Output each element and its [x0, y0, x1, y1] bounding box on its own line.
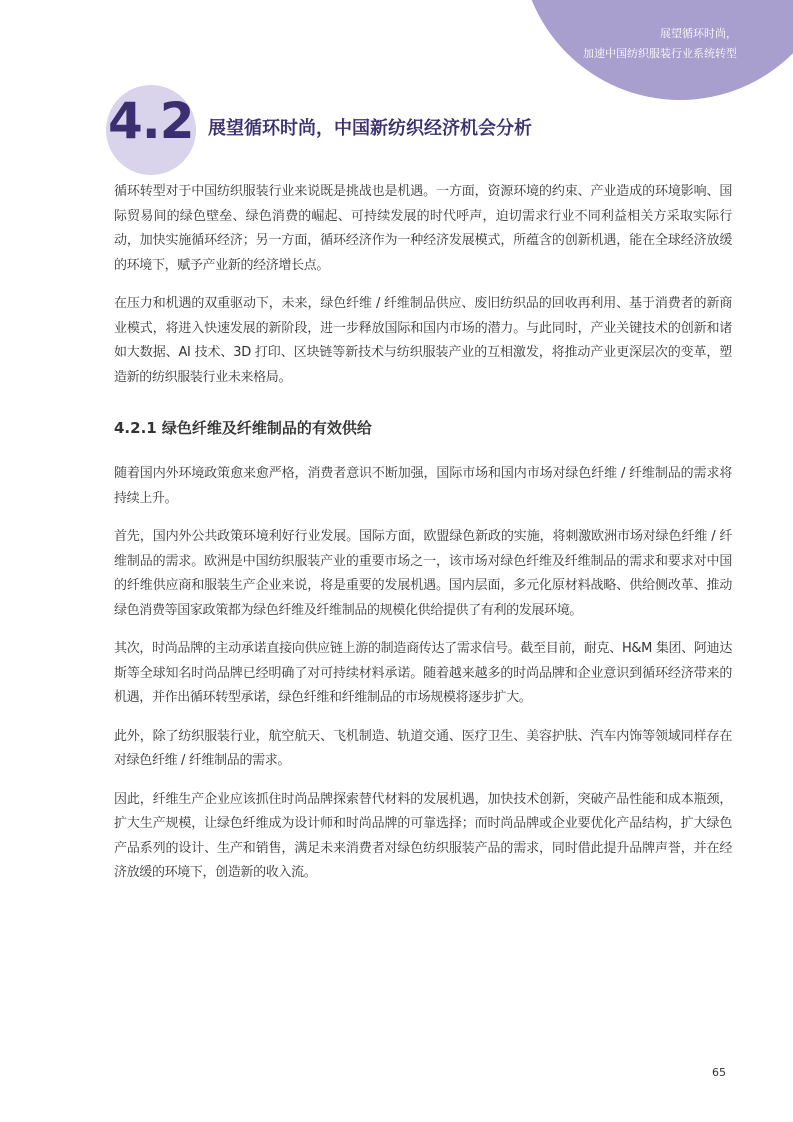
main-content: [114, 180, 732, 900]
subsection-paragraph-3: 其次，时尚品牌的主动承诺直接向供应链上游的制造商传达了需求信号。截至目前，耐克、H&M 集团、阿迪达斯等全球知名时尚品牌已经明确了对可持续材料承诺。随着越来越多的时尚品牌和企业意识到循环经济带来的机遇，并作出循环转型承诺，绿色纤维和纤维制品的市场规模将逐步扩大。: [114, 641, 732, 705]
intro-paragraph-2: 在压力和机遇的双重驱动下，未来，绿色纤维 / 纤维制品供应、废旧纺织品的回收再利用、基于消费者的新商业模式，将进入快速发展的新阶段，进一步释放国际和国内市场的潜力。与此同时，产业关键技术的创新和诸如大数据、AI 技术、3D 打印、区块链等新技术与纺织服装产业的互相激发，将推动产业更深层次的变革，塑造新的纺织服装行业未来格局。: [114, 296, 732, 385]
subsection-title: 4.2.1 绿色纤维及纤维制品的有效供给: [114, 419, 372, 437]
subsection-paragraph-2: 首先，国内外公共政策环境利好行业发展。国际方面，欧盟绿色新政的实施，将刺激欧洲市场对绿色纤维 / 纤维制品的需求。欧洲是中国纺织服装产业的重要市场之一，该市场对绿色纤维及纤维制品的需求和要求对中国的纤维供应商和服装生产企业来说，将是重要的发展机遇。国内层面，多元化原材料战略、供给侧改革、推动绿色消费等国家政策都为绿色纤维及纤维制品的规模化供给提供了有利的发展环境。: [114, 529, 732, 618]
running-header-line2: 加速中国纺织服装行业系统转型: [583, 47, 737, 60]
running-header: [583, 24, 737, 64]
subsection-paragraph-1: 随着国内外环境政策愈来愈严格，消费者意识不断加强，国际市场和国内市场对绿色纤维 / 纤维制品的需求将持续上升。: [114, 466, 732, 506]
intro-paragraph-1: 循环转型对于中国纺织服装行业来说既是挑战也是机遇。一方面，资源环境的约束、产业造成的环境影响、国际贸易间的绿色壁垒、绿色消费的崛起、可持续发展的时代呼声，迫切需求行业不同利益相关方采取实际行动，加快实施循环经济；另一方面，循环经济作为一种经济发展模式，所蕴含的创新机遇，能在全球经济放缓的环境下，赋予产业新的经济增长点。: [114, 184, 732, 273]
running-header-line1: 展望循环时尚，: [660, 27, 737, 40]
page-number: 65: [712, 1066, 726, 1079]
section-title: 展望循环时尚，中国新纺织经济机会分析: [208, 118, 532, 139]
subsection-paragraph-4: 此外，除了纺织服装行业，航空航天、飞机制造、轨道交通、医疗卫生、美容护肤、汽车内饰等领域同样存在对绿色纤维 / 纤维制品的需求。: [114, 728, 732, 768]
section-number: 4.2: [108, 92, 194, 150]
subsection-paragraph-5: 因此，纤维生产企业应该抓住时尚品牌探索替代材料的发展机遇，加快技术创新，突破产品性能和成本瓶颈，扩大生产规模，让绿色纤维成为设计师和时尚品牌的可靠选择；而时尚品牌或企业要优化产品结构，扩大绿色产品系列的设计、生产和销售，满足未来消费者对绿色纺织服装产品的需求，同时借此提升品牌声誉，并在经济放缓的环境下，创造新的收入流。: [114, 791, 732, 880]
